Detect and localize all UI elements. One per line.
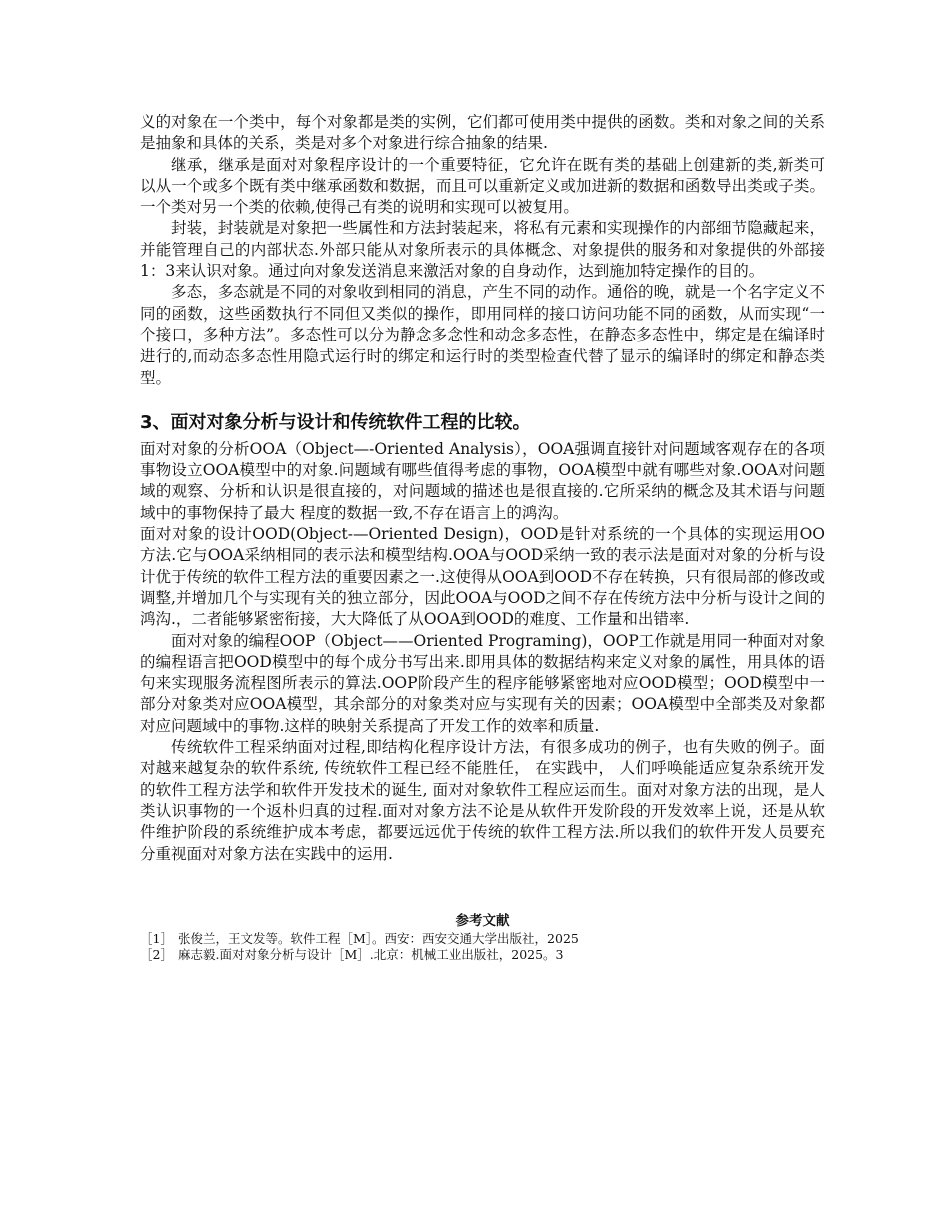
paragraph-inheritance: 继承，继承是面对对象程序设计的一个重要特征，它允许在既有类的基础上创建新的类,新类可以从一个或多个既有类中继承函数和数据，而且可以重新定义或加进新的数据和函数导出类或子类。一个类对另一个类的依赖,使得己有类的说明和实现可以被复用。 [140,155,825,217]
paragraph-ooa: 面对对象的分析OOA（Object—-Oriented Analysis），OOA强调直接针对问题域客观存在的各项事物设立OOA模型中的对象.问题域有哪些值得考虑的事物，OOA模型中就有哪些对象.OOA对问题域的观察、分析和认识是很直接的，对问题域的描述也是很直接的.它所采纳的概念及其术语与问题域中的事物保持了最大 程度的数据一致,不存在语言上的鸿沟。 [140,439,825,522]
references [140,913,825,963]
paragraph-class-object: 义的对象在一个类中，每个对象都是类的实例，它们都可使用类中提供的函数。类和对象之间的关系是抽象和具体的关系，类是对多个对象进行综合抽象的结果. [140,113,825,153]
reference-item [140,931,825,947]
references-title: 参考文献 [455,912,510,929]
reference-text: 张俊兰，王文发等。软件工程［M］。西安：西安交通大学出版社，2025 [178,930,579,946]
paragraph-polymorphism: 多态，多态就是不同的对象收到相同的消息，产生不同的动作。通俗的晚，就是一个名字定义不同的函数，这些函数执行不同但又类似的操作，即用同样的接口访问功能不同的函数，从而实现“一个接口，多种方法”。多态性可以分为静念多念性和动念多态性，在静态多态性中，绑定是在编译时进行的,而动态多态性用隐式运行时的绑定和运行时的类型检查代替了显示的编译时的绑定和静态类型。 [140,283,825,387]
reference-number: ［2］ [140,946,173,962]
body-top [140,112,825,389]
reference-number: ［1］ [140,930,173,946]
section-body [140,439,825,865]
paragraph-encapsulation: 封装，封装就是对象把一些属性和方法封装起来，将私有元素和实现操作的内部细节隐藏起来，并能管理自己的内部状态.外部只能从对象所表示的具体概念、对象提供的服务和对象提供的外部接1：3来认识对象。通过向对象发送消息来激活对象的自身动作，达到施加特定操作的目的。 [140,219,825,281]
paragraph-traditional: 传统软件工程采纳面对过程,即结构化程序设计方法，有很多成功的例子，也有失败的例子。面对越来越复杂的软件系统, 传统软件工程已经不能胜任， 在实践中， 人们呼唤能适应复杂系统开发的软件工程方法学和软件开发技术的诞生, 面对对象软件工程应运而生。面对对象方法的出现，是人类认识事物的一个返朴归真的过程.面对对象方法不论是从软件开发阶段的开发效率上说，还是从软件维护阶段的系统维护成本考虑，都要远远优于传统的软件工程方法.所以我们的软件开发人员要充分重视面对对象方法在实践中的运用. [140,738,825,863]
reference-item [140,947,825,963]
section-heading: 3、面对对象分析与设计和传统软件工程的比较。 [140,411,531,433]
paragraph-oop: 面对对象的编程OOP（Object——Oriented Programing)，OOP工作就是用同一种面对对象的编程语言把OOD模型中的每个成分书写出来.即用具体的数据结构来定义对象的属性，用具体的语句来实现服务流程图所表示的算法.OOP阶段产生的程序能够紧密地对应OOD模型；OOD模型中一部分对象类对应OOA模型，其余部分的对象类对应与实现有关的因素；OOA模型中全部类及对象都对应问题域中的事物.这样的映射关系提高了开发工作的效率和质量. [140,631,825,735]
reference-text: 麻志毅.面对对象分析与设计［M］.北京：机械工业出版社，2025。3 [178,946,564,962]
document-page [140,112,825,963]
paragraph-ood: 面对对象的设计OOD(Object-—Oriented Design)，OOD是针对系统的一个具体的实现运用OO方法.它与OOA采纳相同的表示法和模型结构.OOA与OOD采纳一致的表示法是面对对象的分析与设计优于传统的软件工程方法的重要因素之一.这使得从OOA到OOD不存在转换，只有很局部的修改或调整,并增加几个与实现有关的独立部分，因此OOA与OOD之间不存在传统方法中分析与设计之间的鸿沟.，二者能够紧密衔接，大大降低了从OOA到OOD的难度、工作量和出错率. [140,525,825,629]
